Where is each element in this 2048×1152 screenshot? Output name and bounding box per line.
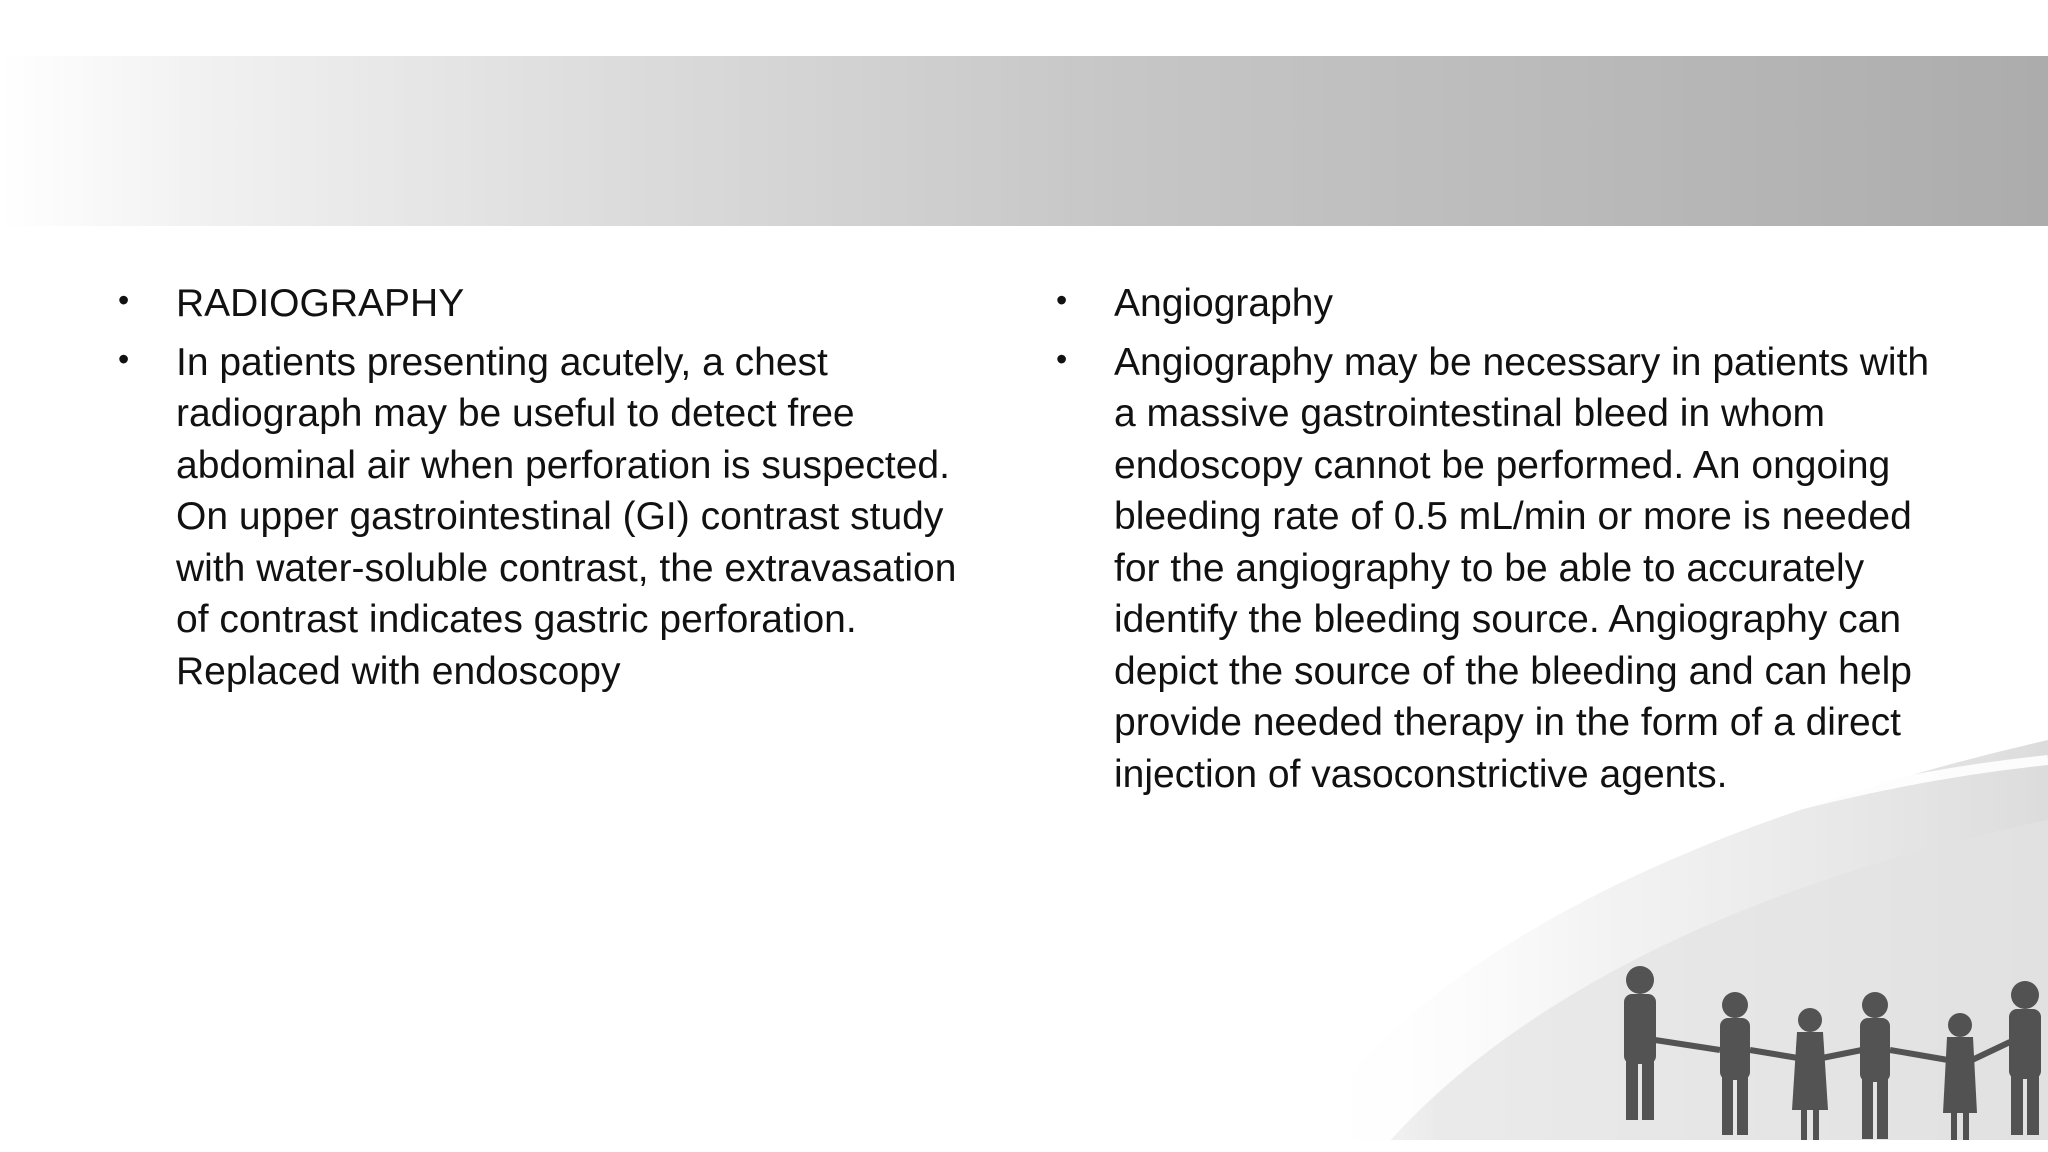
- bullet-icon: •: [1056, 340, 1068, 377]
- bullet-text: In patients presenting acutely, a chest radiograph may be useful to detect free abdominal air when perforation is suspected. On upper gastrointestinal (GI) contrast study with water-soluble contrast, the extravasation of contrast indicates gastric perforation. Replaced with endoscopy: [176, 340, 957, 693]
- list-item: [110, 337, 990, 698]
- bullet-icon: •: [118, 340, 130, 377]
- bullet-text: Angiography may be necessary in patients with a massive gastrointestinal bleed in whom endoscopy cannot be performed. An ongoing bleeding rate of 0.5 mL/min or more is needed for the angiography to be able to accurately identify the bleeding source. Angiography can depict the source of the bleeding and can help provide needed therapy in the form of a direct injection of vasoconstrictive agents.: [1114, 340, 1930, 796]
- left-bullet-list: [110, 278, 990, 697]
- left-column: [110, 278, 990, 704]
- list-item: [1048, 278, 1948, 330]
- bullet-icon: •: [1056, 282, 1068, 318]
- bullet-text: Angiography: [1114, 282, 1333, 325]
- list-item: [110, 278, 990, 330]
- right-bullet-list: [1048, 278, 1948, 800]
- right-column: [1048, 278, 1948, 807]
- bottom-edge-strip: [0, 1140, 2048, 1152]
- list-item: [1048, 337, 1948, 801]
- bullet-icon: •: [118, 282, 130, 318]
- bullet-text: RADIOGRAPHY: [176, 282, 465, 325]
